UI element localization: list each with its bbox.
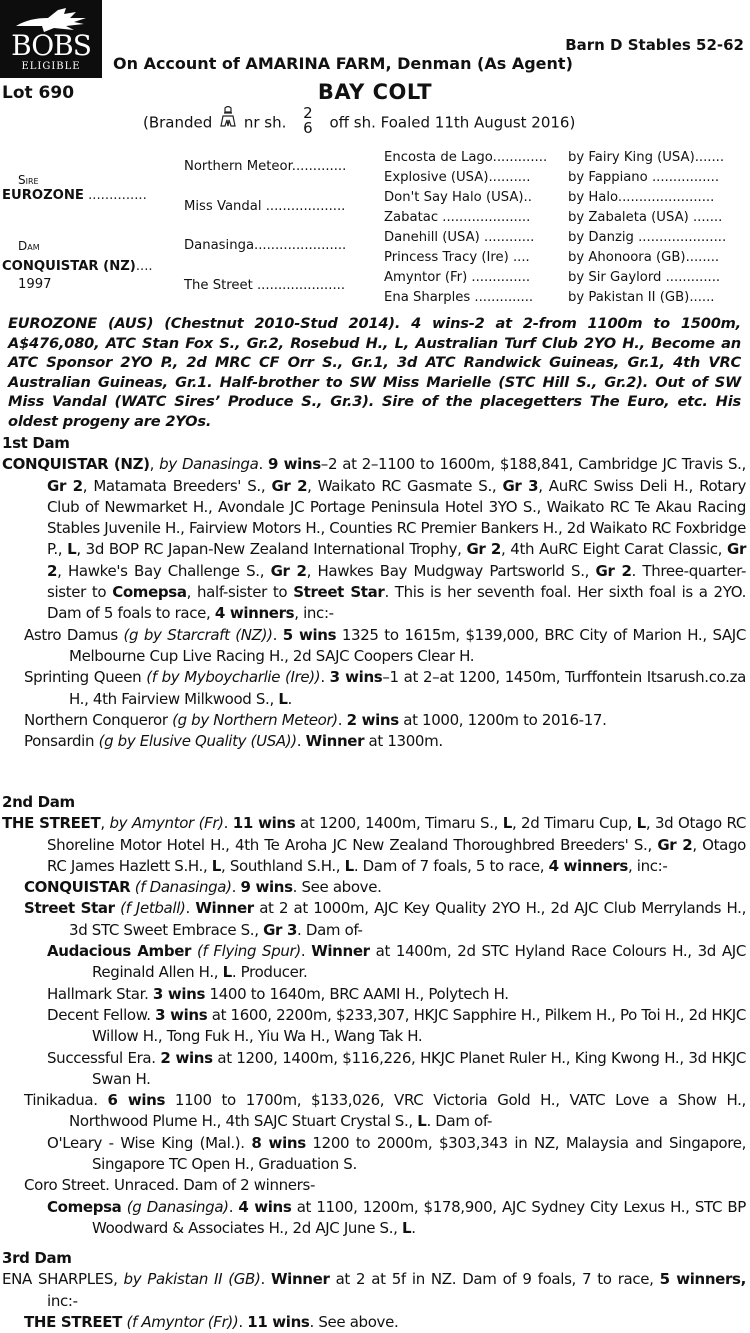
- progeny-record: [2, 1133, 746, 1176]
- dam-name: [2, 257, 153, 277]
- brand-description: [143, 104, 576, 137]
- listed: L: [401, 1218, 412, 1237]
- gen3-row: [384, 148, 547, 168]
- vendor-account: On Account of AMARINA FARM, Denman (As Agent): [113, 54, 573, 73]
- horse-name: Successful Era.: [47, 1048, 161, 1067]
- text: at 1200, 1400m, Timaru S.,: [295, 814, 503, 833]
- listed: L: [502, 814, 512, 833]
- progeny-record: Astro Damus (g by Starcraft (NZ)). 5 wins 1325 to 1615m, $139,000, BRC City of Marion H., SAJC Melbourne Cup Live Racing H., 2d SAJC Coopers Clear H.: [24, 625, 747, 665]
- text: 1325 to 1615m, $139,000, BRC City of Marion H., SAJC Melbourne Cup Live Racing H., 2d SAJC Coopers Clear H.: [69, 625, 747, 665]
- horse-name: Astro Damus: [24, 625, 118, 644]
- horse-name: Northern Conqueror: [24, 710, 168, 729]
- dots: .............: [661, 270, 721, 285]
- grade: Gr 2: [47, 540, 747, 580]
- sire-ref: (f by Myboycharlie (Ire)): [146, 668, 321, 687]
- gen4-row: [568, 148, 724, 168]
- text: at 2 at 5f in NZ. Dam of 9 foals, 7 to race,: [329, 1270, 660, 1289]
- text: , 3d BOP RC Japan-New Zealand International Trophy,: [76, 540, 467, 559]
- relative-name: Street Star: [293, 583, 385, 602]
- dots: ....: [135, 259, 153, 274]
- ancestor-sire: by Ahonoora (GB): [568, 250, 686, 265]
- dots: ..........: [488, 170, 531, 185]
- ancestor-name: Princess Tracy (Ire): [384, 250, 509, 265]
- text: , Southland S.H.,: [221, 856, 345, 875]
- page-title: BAY COLT: [317, 80, 433, 104]
- grade: Gr 3: [263, 920, 298, 939]
- grade: Gr 2: [270, 561, 307, 580]
- dam-name-text: CONQUISTAR (NZ): [2, 259, 136, 274]
- text: , inc:-: [627, 856, 668, 875]
- gen3-row: [384, 288, 533, 308]
- horse-name: Audacious Amber: [47, 942, 192, 961]
- progeny-record: Street Star (f Jetball). Winner at 2 at 1000m, AJC Key Quality 2YO H., 2d AJC Club Merrylands H., 3d STC Sweet Embrace S., Gr 3. Dam of-: [24, 899, 746, 939]
- winners-count: 4 winners: [548, 856, 628, 875]
- text: . Three-quarter-sister to: [47, 561, 747, 602]
- wins: 2 wins: [160, 1048, 213, 1067]
- gen3-row: [384, 228, 534, 248]
- wins: 3 wins: [155, 1005, 208, 1024]
- grade: Gr 2: [595, 561, 632, 580]
- text: at 1200, 1400m, $116,226, HKJC Planet Ruler H., King Kwong H., 3d HKJC Swan H.: [92, 1048, 746, 1088]
- text: , Hawke's Bay Challenge S.,: [57, 561, 271, 580]
- ancestor-name: Explosive (USA): [384, 170, 489, 185]
- gen3-row: [384, 168, 530, 188]
- text: at 1300m.: [364, 732, 443, 751]
- brand-mark-icon: [219, 106, 237, 132]
- fraction-bottom: 6: [303, 119, 313, 137]
- horse-name: Sprinting Queen: [24, 668, 142, 687]
- grade: Gr 2: [47, 476, 83, 495]
- listed: L: [636, 814, 646, 833]
- winners-count: 5 winners,: [659, 1270, 746, 1289]
- dots: ................: [647, 170, 720, 185]
- wins: 9 wins: [267, 455, 321, 474]
- ancestor-sire: by Fappiano: [568, 170, 648, 185]
- text: . Producer.: [231, 963, 308, 982]
- text: , Otago RC James Hazlett S.H.,: [47, 835, 747, 875]
- listed: L: [67, 540, 77, 559]
- text: , Matamata Breeders' S.,: [82, 476, 272, 495]
- text: , Hawkes Bay Mudgway Partsworld S.,: [306, 561, 596, 580]
- text: at 2 at 1000m, AJC Key Quality 2YO H., 2d AJC Club Merrylands H., 3d STC Sweet Embrace S.,: [69, 899, 746, 939]
- gen2-sire-dam: [184, 197, 345, 217]
- dots: ....: [508, 250, 530, 265]
- dam-label: Dam: [18, 239, 40, 253]
- ancestor-name: Ena Sharples: [384, 290, 471, 305]
- wins: Winner: [305, 732, 365, 751]
- barn-location: Barn D Stables 52-62: [565, 36, 744, 54]
- progeny-record: Northern Conqueror (g by Northern Meteor). 2 wins at 1000, 1200m to 2016-17.: [24, 710, 607, 729]
- listed: L: [222, 963, 232, 982]
- wins: 3 wins: [329, 668, 383, 687]
- text: 1200 to 2000m, $303,343 in NZ, Malaysia and Singapore, Singapore TC Open H., Graduation S.: [92, 1133, 747, 1174]
- grade: Gr 3: [502, 476, 539, 495]
- dam-record: THE STREET, by Amyntor (Fr). 11 wins at 1200, 1400m, Timaru S., L, 2d Timaru Cup, L, 3d Otago RC Shoreline Motor Hotel H., 4th Te Aroha JC New Zealand Thoroughbred Breeders' S., Gr 2, Otago RC James Hazlett S.H., L, Southland S.H., L. Dam of 7 foals, 5 to race, 4 winners, inc:-: [2, 814, 747, 875]
- wins: 6 wins: [107, 1091, 166, 1110]
- text: . Dam of-: [297, 920, 363, 939]
- text: , half-sister to: [186, 583, 294, 602]
- gen4-row: [568, 208, 722, 228]
- dots: ......: [689, 290, 715, 305]
- dots: ........: [685, 250, 720, 265]
- logo-brand: BOBS: [11, 29, 91, 62]
- sire-ref: by Danasinga: [159, 455, 259, 474]
- branded-mid: nr sh.: [243, 113, 287, 132]
- ancestor-sire: by Halo: [568, 190, 618, 205]
- listed: L: [417, 1112, 427, 1131]
- ancestor-sire: by Zabaleta (USA): [568, 210, 689, 225]
- second-dam-section: [2, 792, 746, 1239]
- progeny-record: Ponsardin (g by Elusive Quality (USA)). Winner at 1300m.: [24, 732, 443, 751]
- grade: Gr 2: [657, 835, 693, 854]
- horse-name: ENA SHARPLES: [2, 1270, 114, 1289]
- ancestor-name: Danasinga: [184, 238, 255, 253]
- dots: ..............: [470, 290, 534, 305]
- sire-ref: by Amyntor (Fr): [109, 814, 224, 833]
- brand-fraction: [303, 106, 313, 136]
- text: inc:-: [47, 1291, 78, 1310]
- grade: Gr 2: [271, 476, 308, 495]
- ancestor-sire: by Pakistan II (GB): [568, 290, 690, 305]
- sire-name: [2, 186, 147, 206]
- dots: ............: [479, 230, 535, 245]
- horse-name: Decent Fellow.: [47, 1005, 156, 1024]
- text: –2 at 2–1100 to 1600m, $188,841, Cambridge JC Travis S.,: [320, 455, 746, 474]
- relative-name: Comepsa: [112, 583, 187, 602]
- fraction-top: 2: [303, 104, 313, 122]
- text: 1400 to 1640m, BRC AAMI H., Polytech H.: [205, 984, 509, 1003]
- text: at 1100, 1200m, $178,900, AJC Sydney City Lexus H., STC BP Woodward & Associates H., 2d AJC June S.,: [92, 1197, 747, 1237]
- dam-record: CONQUISTAR (NZ), by Danasinga. 9 wins–2 at 2–1100 to 1600m, $188,841, Cambridge JC Travis S., Gr 2, Matamata Breeders' S., Gr 2, Waikato RC Gasmate S., Gr 3, AuRC Swiss Deli H., Rotary Club of Newmarket H., Avondale JC Portage Peninsula Hotel 3YO S., Waikato RC Te Akau Racing Stables Juvenile H., Fairview Motors H., Counties RC Premier Bankers H., 2d Waikato RC Foxbridge P., L, 3d BOP RC Japan-New Zealand International Trophy, Gr 2, 4th AuRC Eight Carat Classic, Gr 2, Hawke's Bay Challenge S., Gr 2, Hawkes Bay Mudgway Partsworld S., Gr 2. Three-quarter-sister to Comepsa, half-sister to Street Star. This is her seventh foal. Her sixth foal is a 2YO. Dam of 5 foals to race, 4 winners, inc:-: [2, 455, 747, 623]
- wins: 11 wins: [232, 814, 296, 833]
- gen2-dam-sire: [184, 236, 346, 256]
- horse-name: CONQUISTAR (NZ): [2, 455, 150, 474]
- winners-count: 4 winners: [214, 604, 295, 623]
- wins: 8 wins: [251, 1133, 306, 1152]
- ancestor-sire: by Sir Gaylord: [568, 270, 662, 285]
- dots: ..: [523, 190, 532, 205]
- text: , 3d Otago RC Shoreline Motor Hotel H., 4th Te Aroha JC New Zealand Thoroughbred Breeders' S.,: [47, 814, 746, 854]
- dots: .......: [694, 150, 725, 165]
- logo-subtitle: ELIGIBLE: [21, 61, 81, 72]
- sire-ref: (f Amyntor (Fr)): [126, 1312, 239, 1331]
- horse-name: Ponsardin: [24, 732, 95, 751]
- sire-ref: (g by Northern Meteor): [172, 710, 338, 729]
- text: , AuRC Swiss Deli H., Rotary Club of Newmarket H., Avondale JC Portage Peninsula Hotel 3YO S., Waikato RC Te Akau Racing Stables Juvenile H., Fairview Motors H., Counties RC Premier Bankers H., 2d Waikato RC Foxbridge P.,: [47, 476, 747, 559]
- sire-ref: by Pakistan II (GB): [123, 1270, 261, 1289]
- gen4-row: [568, 288, 714, 308]
- ancestor-name: Encosta de Lago: [384, 150, 493, 165]
- progeny-record: [2, 984, 746, 1005]
- gen3-row: [384, 268, 530, 288]
- progeny-record: Coro Street. Unraced. Dam of 2 winners-: [24, 1176, 316, 1195]
- dots: .......: [688, 210, 723, 225]
- lot-number: Lot 690: [2, 83, 75, 103]
- sire-ref: (f Danasinga): [134, 878, 232, 897]
- progeny-record: THE STREET (f Amyntor (Fr)). 11 wins. See above.: [24, 1312, 399, 1331]
- ancestor-name: Miss Vandal: [184, 199, 262, 214]
- progeny-record: CONQUISTAR (f Danasinga). 9 wins. See above.: [24, 878, 382, 897]
- horse-name: O'Leary - Wise King (Mal.).: [47, 1133, 252, 1152]
- wins: 9 wins: [240, 878, 293, 897]
- horse-name: THE STREET: [2, 814, 101, 833]
- text: , 4th AuRC Eight Carat Classic,: [500, 540, 727, 559]
- listed: L: [344, 856, 354, 875]
- wins: Winner: [195, 899, 254, 918]
- dots: .............: [291, 159, 347, 174]
- gen4-row: [568, 248, 719, 268]
- dots: .....................: [633, 230, 727, 245]
- sire-summary: EUROZONE (AUS) (Chestnut 2010-Stud 2014). 4 wins-2 at 2-from 1100m to 1500m, A$476,080, ATC Stan Fox S., Gr.2, Rosebud H., L, Australian Turf Club 2YO H., Become an ATC Sponsor 2YO P., 2d MRC CF Orr S., Gr.1, 3d ATC Randwick Guineas, Gr.1, 4th VRC Australian Guineas, Gr.1. Half-brother to SW Miss Marielle (STC Hill S., Gr.2). Out of SW Miss Vandal (WATC Sires’ Produce S., Gr.3). Sire of the placegetters The Euro, etc. His oldest progeny are 2YOs.: [8, 315, 741, 430]
- horse-name: Street Star: [24, 899, 115, 918]
- text: . Dam of-: [426, 1112, 493, 1131]
- sire-label: Sire: [18, 173, 39, 187]
- section-heading: 3rd Dam: [2, 1249, 72, 1267]
- wins: Winner: [311, 942, 370, 961]
- dots: ..............: [467, 270, 531, 285]
- wins: 5 wins: [282, 625, 337, 644]
- text: . See above.: [292, 878, 382, 897]
- sire-ref: (f Jetball): [120, 899, 186, 918]
- text: . See above.: [309, 1312, 399, 1331]
- text: 1100 to 1700m, $133,026, VRC Victoria Gold H., VATC Love a Show H., Northwood Plume H., 4th SAJC Stuart Crystal S.,: [69, 1091, 746, 1131]
- dots: ......................: [254, 238, 347, 253]
- branded-suffix: off sh. Foaled 11th August 2016): [329, 113, 576, 132]
- dots: ..............: [88, 188, 147, 203]
- bobs-eligible-logo: [0, 0, 102, 78]
- text: at 1000, 1200m to 2016-17.: [398, 710, 607, 729]
- text: . Dam of 7 foals, 5 to race,: [353, 856, 549, 875]
- wins: 4 wins: [238, 1197, 292, 1216]
- text: .: [287, 689, 292, 708]
- wins: 2 wins: [346, 710, 399, 729]
- ancestor-name: Northern Meteor: [184, 159, 292, 174]
- dots: .....................: [252, 278, 346, 293]
- ancestor-name: Zabatac: [384, 210, 439, 225]
- gen4-row: [568, 188, 714, 208]
- text: –1 at 2–at 1200, 1450m, Turffontein Itsarush.co.za H., 4th Fairview Milkwood S.,: [69, 668, 746, 708]
- section-heading: 2nd Dam: [2, 793, 75, 811]
- ancestor-name: Danehill (USA): [384, 230, 480, 245]
- dots: .....................: [438, 210, 531, 225]
- progeny-record: Audacious Amber (f Flying Spur). Winner at 1400m, 2d STC Hyland Race Colours H., 3d AJC Reginald Allen H., L. Producer.: [47, 942, 746, 982]
- gen3-row: [384, 188, 532, 208]
- horse-name: Hallmark Star.: [47, 984, 153, 1003]
- dots: ...................: [261, 199, 346, 214]
- third-dam-section: [2, 1248, 746, 1333]
- text: , Waikato RC Gasmate S.,: [307, 476, 503, 495]
- dots: .......................: [617, 190, 715, 205]
- text: at 1400m, 2d STC Hyland Race Colours H., 3d AJC Reginald Allen H.,: [92, 942, 746, 982]
- ancestor-name: Don't Say Halo (USA): [384, 190, 524, 205]
- sire-ref: (f Flying Spur): [197, 942, 301, 961]
- first-dam-section: [2, 433, 746, 752]
- progeny-record: [2, 1005, 746, 1048]
- ancestor-sire: by Fairy King (USA): [568, 150, 695, 165]
- ancestor-name: The Street: [184, 278, 253, 293]
- sire-ref: (g by Starcraft (NZ)): [123, 625, 273, 644]
- listed: L: [211, 856, 222, 875]
- text: , 2d Timaru Cup,: [511, 814, 637, 833]
- gen4-row: [568, 228, 726, 248]
- dam-record: ENA SHARPLES, by Pakistan II (GB). Winner at 2 at 5f in NZ. Dam of 9 foals, 7 to race, 5 winners, inc:-: [2, 1270, 746, 1310]
- dots: .............: [492, 150, 548, 165]
- listed: L: [278, 689, 288, 708]
- progeny-record: Sprinting Queen (f by Myboycharlie (Ire)). 3 wins–1 at 2–at 1200, 1450m, Turffontein Itsarush.co.za H., 4th Fairview Milkwood S., L.: [24, 668, 746, 708]
- text: , inc:-: [294, 604, 334, 623]
- dam-year: 1997: [18, 277, 52, 292]
- wins: 11 wins: [247, 1312, 310, 1331]
- grade: Gr 2: [466, 540, 501, 559]
- gen3-row: [384, 208, 530, 228]
- text: at 1600, 2200m, $233,307, HKJC Sapphire H., Pilkem H., Po Toi H., 2d HKJC Willow H., Tong Fuk H., Yiu Wa H., Wang Tak H.: [92, 1005, 747, 1046]
- horse-name: CONQUISTAR: [24, 878, 131, 897]
- gen2-sire-sire: [184, 157, 346, 177]
- horse-name: Tinikadua.: [24, 1091, 108, 1110]
- progeny-record: Comepsa (g Danasinga). 4 wins at 1100, 1200m, $178,900, AJC Sydney City Lexus H., STC BP Woodward & Associates H., 2d AJC June S., L.: [47, 1197, 747, 1237]
- horse-name: THE STREET: [24, 1312, 123, 1331]
- sire-ref: (g Danasinga): [126, 1197, 229, 1216]
- ancestor-sire: by Danzig: [568, 230, 634, 245]
- horse-name: Comepsa: [47, 1197, 122, 1216]
- text: .: [411, 1218, 416, 1237]
- section-heading: 1st Dam: [2, 434, 70, 452]
- wins: 3 wins: [152, 984, 206, 1003]
- ancestor-name: Amyntor (Fr): [384, 270, 468, 285]
- progeny-record: [2, 1048, 746, 1091]
- gen3-row: [384, 248, 530, 268]
- progeny-record: [2, 1090, 746, 1133]
- branded-prefix: (Branded: [143, 113, 213, 132]
- sire-ref: (g by Elusive Quality (USA)): [98, 732, 297, 751]
- pedigree-table: [0, 148, 750, 308]
- wins: Winner: [270, 1270, 330, 1289]
- gen4-row: [568, 268, 720, 288]
- text: . This is her seventh foal. Her sixth foal is a 2YO. Dam of 5 foals to race,: [47, 583, 746, 623]
- sire-name-text: EUROZONE: [2, 188, 84, 203]
- gen2-dam-dam: [184, 276, 345, 296]
- gen4-row: [568, 168, 719, 188]
